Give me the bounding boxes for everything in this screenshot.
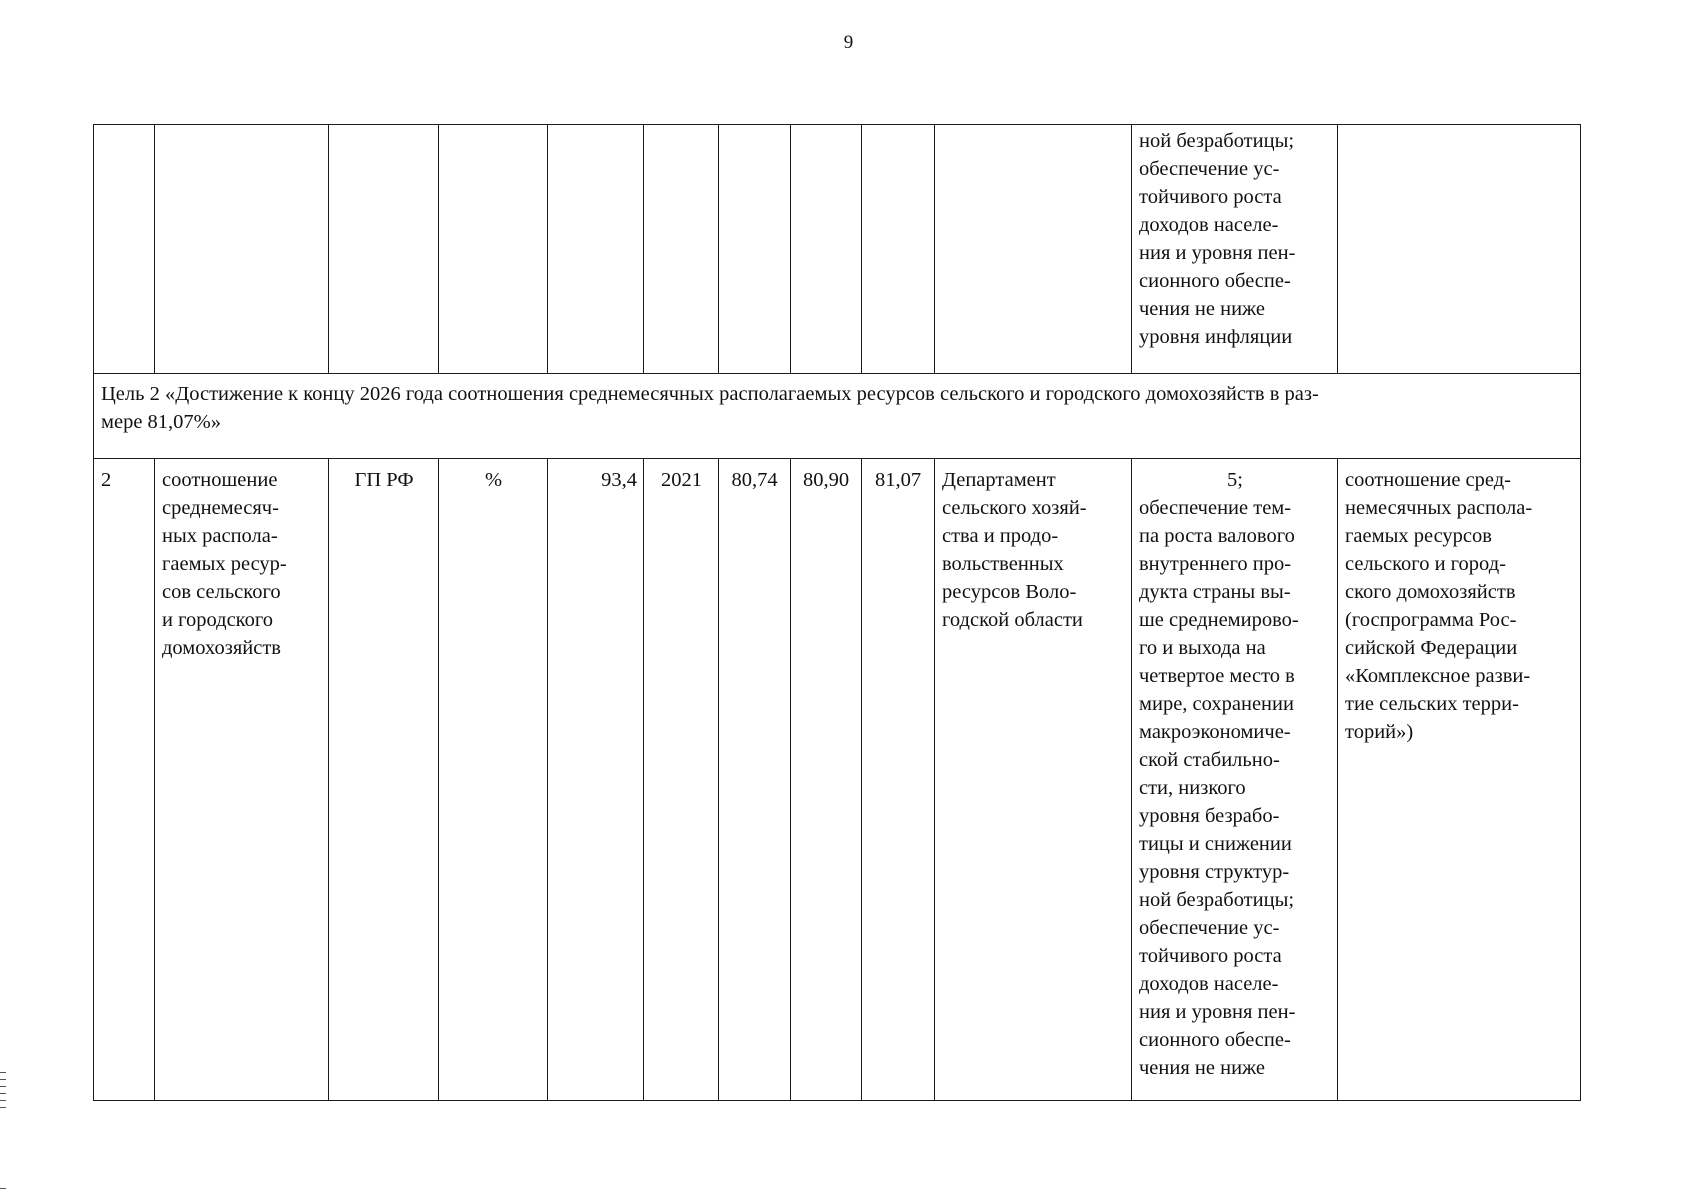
table-row-continuation [94, 125, 1581, 374]
scan-mark [0, 1079, 6, 1080]
indicators-table [93, 124, 1581, 1101]
cell-target-text-continued: ной безработицы; обеспечение ус- тойчивого роста доходов населе- ния и уровня пен- сионного обеспе- чения не ниже уровня инфляции [1132, 125, 1338, 374]
cell-national-goal [1132, 459, 1338, 1101]
cell-level: ГП РФ [329, 459, 439, 1101]
cell-empty [644, 125, 719, 374]
cell-empty [329, 125, 439, 374]
cell-linkage: соотношение сред- немесячных распола- гаемых ресурсов сельского и город- ского домохозяйств (госпрограмма Рос- сийской Федерации «Комплексное разви- тие сельских терри- торий») [1338, 459, 1581, 1101]
table-row-indicator [94, 459, 1581, 1101]
cell-value-1: 80,74 [719, 459, 791, 1101]
cell-empty [1338, 125, 1581, 374]
cell-base-value: 93,4 [548, 459, 644, 1101]
target-text: обеспечение тем- па роста валового внутреннего про- дукта страны вы- ше среднемирово- го и выхода на четвертое место в мире, сохранении макроэкономиче- ской стабильно- сти, низкого уровня безрабо- тицы и снижении уровня структур- ной безработицы; обеспечение ус- тойчивого роста доходов населе- ния и уровня пен- сионного обеспе- чения не ниже [1139, 497, 1299, 1079]
cell-indicator-name: соотношение среднемесяч- ных распола- гаемых ресур- сов сельского и городского домохозяйств [155, 459, 329, 1101]
scan-mark [0, 1086, 6, 1087]
cell-empty [862, 125, 935, 374]
scan-mark [0, 1072, 6, 1073]
cell-value-2: 80,90 [791, 459, 862, 1101]
table-row-goal [94, 374, 1581, 459]
cell-empty [94, 125, 155, 374]
scan-mark [0, 1093, 6, 1094]
cell-empty [548, 125, 644, 374]
scan-mark [0, 1107, 6, 1108]
cell-responsible: Департамент сельского хозяй- ства и продо- вольственных ресурсов Воло- годской области [935, 459, 1132, 1101]
target-number: 5; [1227, 469, 1243, 491]
cell-unit: % [439, 459, 548, 1101]
cell-empty [935, 125, 1132, 374]
cell-empty [719, 125, 791, 374]
cell-value-3: 81,07 [862, 459, 935, 1101]
cell-row-number: 2 [94, 459, 155, 1101]
cell-empty [791, 125, 862, 374]
page-number: 9 [843, 32, 854, 53]
scan-mark [0, 1188, 6, 1189]
goal-heading: Цель 2 «Достижение к концу 2026 года соотношения среднемесячных располагаемых ресурсов сельского и городского домохозяйств в раз- мере 81,07%» [94, 374, 1581, 459]
cell-base-year: 2021 [644, 459, 719, 1101]
cell-empty [439, 125, 548, 374]
cell-empty [155, 125, 329, 374]
scan-mark [0, 1100, 6, 1101]
